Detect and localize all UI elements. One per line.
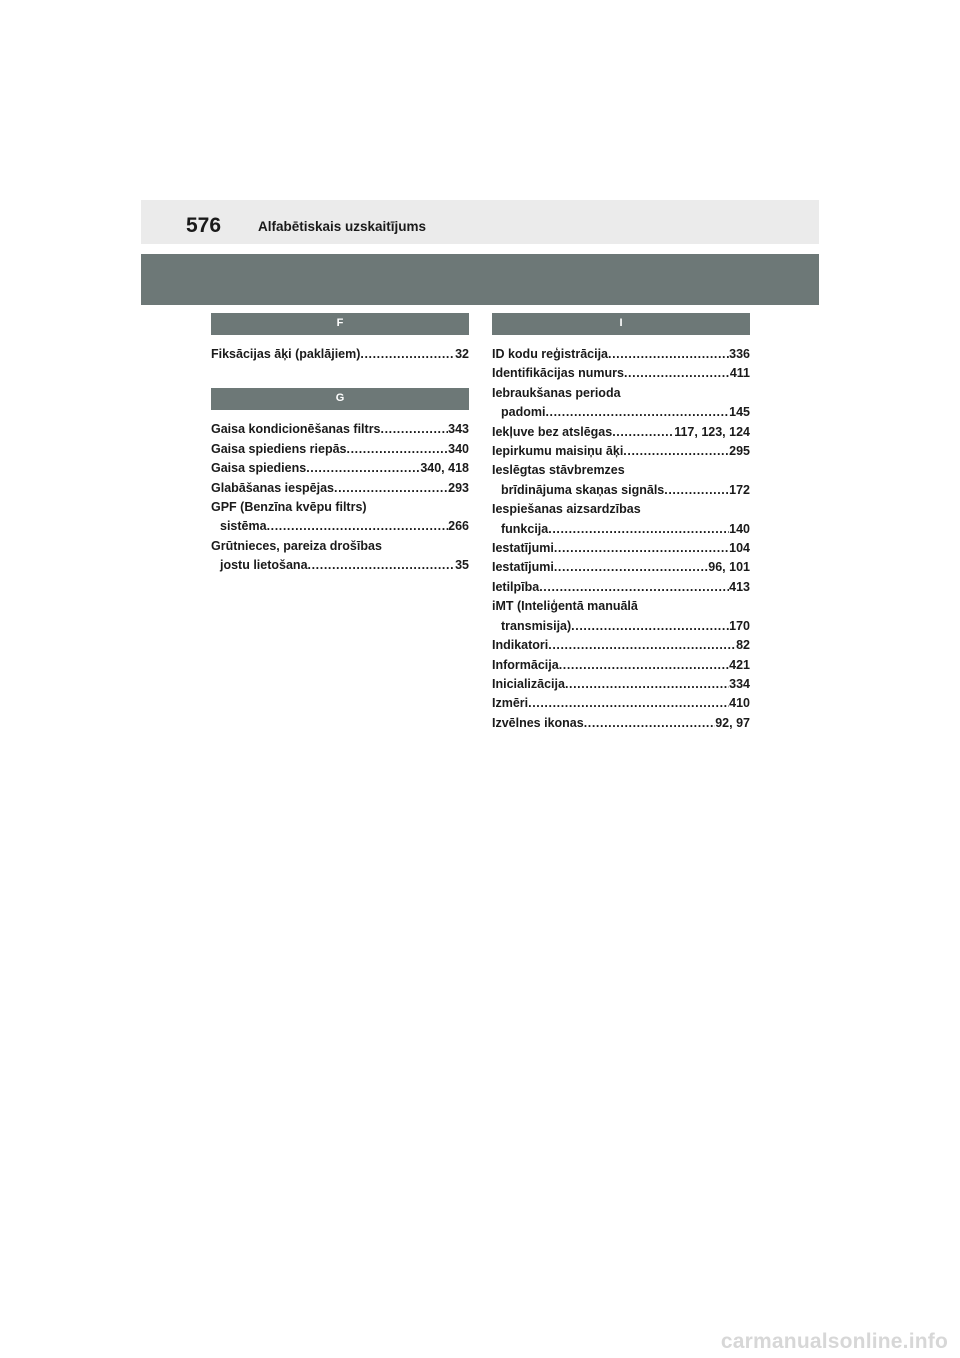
page-reference: 343	[448, 422, 469, 437]
dot-leader	[306, 459, 420, 478]
page-reference: 295	[729, 444, 750, 459]
index-entry	[492, 694, 750, 713]
index-term: Informācija	[492, 657, 559, 672]
dot-leader	[347, 440, 449, 459]
section-entries-g	[211, 410, 469, 575]
index-term: Inicializācija	[492, 676, 565, 691]
index-term: padomi	[501, 405, 546, 420]
index-term: Iespiešanas aizsardzības	[492, 502, 641, 517]
dot-leader	[623, 442, 729, 461]
dot-leader	[608, 345, 729, 364]
page-reference: 35	[455, 558, 469, 573]
index-entry	[492, 597, 750, 616]
index-term: Identifikācijas numurs	[492, 366, 624, 381]
index-entry	[492, 656, 750, 675]
index-entry	[492, 461, 750, 480]
index-entry	[211, 479, 469, 498]
index-term: ID kodu reģistrācija	[492, 347, 609, 361]
index-entry	[492, 520, 750, 539]
index-entry	[492, 714, 750, 733]
page-reference: 411	[729, 366, 750, 381]
index-term: Ieslēgtas stāvbremzes	[492, 463, 625, 478]
section-header-i: I	[492, 313, 750, 335]
section-header-g: G	[211, 388, 469, 410]
index-entry	[211, 556, 469, 575]
index-term: Glabāšanas iespējas	[211, 480, 334, 495]
section-header-f: F	[211, 313, 469, 335]
page-reference: 410	[729, 696, 750, 711]
index-term: Indikatori	[492, 638, 549, 653]
index-entry	[492, 636, 750, 655]
index-entry	[492, 423, 750, 442]
index-entry	[492, 558, 750, 577]
index-term: Gaisa kondicionēšanas filtrs	[211, 422, 381, 437]
dot-leader	[381, 420, 449, 439]
page-reference: 145	[729, 405, 750, 420]
index-entry	[211, 420, 469, 439]
page-reference: 140	[729, 521, 750, 536]
index-term: GPF (Benzīna kvēpu filtrs)	[211, 500, 367, 515]
page-reference: 92, 97	[715, 715, 750, 730]
page-reference: 334	[729, 676, 750, 691]
page-reference: 421	[729, 657, 750, 672]
watermark: carmanualsonline.info	[720, 1330, 948, 1353]
index-entry	[492, 345, 750, 364]
dot-leader	[554, 539, 729, 558]
index-term: sistēma	[220, 519, 267, 534]
index-term: Iebraukšanas perioda	[492, 385, 621, 400]
dot-leader	[334, 479, 448, 498]
header-band	[141, 254, 819, 305]
page-reference: 266	[448, 519, 469, 534]
index-entry	[211, 517, 469, 536]
dot-leader	[624, 364, 730, 383]
index-term: Iestatījumi	[492, 541, 554, 556]
index-term: Izvēlnes ikonas	[492, 715, 584, 730]
index-entry	[492, 442, 750, 461]
index-entry	[492, 403, 750, 422]
dot-leader	[565, 675, 729, 694]
dot-leader	[584, 714, 716, 733]
index-term: Ietilpība	[492, 579, 540, 594]
index-term: brīdinājuma skaņas signāls	[501, 482, 665, 497]
index-entry	[492, 500, 750, 519]
page-reference: 340	[448, 441, 469, 456]
page-reference: 117, 123, 124	[674, 424, 750, 439]
dot-leader	[612, 423, 674, 442]
section-entries-f	[211, 335, 469, 364]
page-reference: 104	[729, 541, 750, 556]
index-entry	[211, 440, 469, 459]
index-term: jostu lietošana	[220, 558, 308, 573]
index-entry	[492, 617, 750, 636]
page-reference: 32	[455, 347, 469, 361]
dot-leader	[554, 558, 708, 577]
page-reference: 293	[448, 480, 469, 495]
index-term: funkcija	[501, 521, 549, 536]
dot-leader	[528, 694, 729, 713]
index-entry	[492, 675, 750, 694]
dot-leader	[548, 520, 729, 539]
dot-leader	[548, 636, 736, 655]
index-term: Fiksācijas āķi (paklājiem)	[211, 347, 361, 361]
index-term: Gaisa spiediens riepās	[211, 441, 347, 456]
page-reference: 340, 418	[420, 461, 469, 476]
page-reference: 170	[729, 618, 750, 633]
index-entry	[211, 498, 469, 517]
index-column-left	[211, 313, 469, 576]
dot-leader	[267, 517, 449, 536]
index-term: iMT (Inteliģentā manuālā	[492, 599, 638, 614]
page-reference: 413	[729, 579, 750, 594]
index-entry	[492, 578, 750, 597]
dot-leader	[308, 556, 456, 575]
index-entry	[492, 364, 750, 383]
section-entries-i	[492, 335, 750, 733]
page-reference: 96, 101	[708, 560, 750, 575]
index-entry	[211, 537, 469, 556]
page-reference: 82	[736, 638, 750, 653]
index-term: Izmēri	[492, 696, 529, 711]
index-term: Gaisa spiediens	[211, 461, 307, 476]
index-entry	[211, 345, 469, 364]
page-title: Alfabētiskais uzskaitījums	[258, 219, 427, 234]
index-term: Iepirkumu maisiņu āķi	[492, 444, 624, 459]
index-term: Iekļuve bez atslēgas	[492, 424, 613, 439]
index-entry	[492, 539, 750, 558]
page-reference: 336	[729, 347, 750, 361]
index-entry	[211, 459, 469, 478]
page-reference: 172	[729, 482, 750, 497]
index-term: Iestatījumi	[492, 560, 554, 575]
index-entry	[492, 481, 750, 500]
dot-leader	[559, 656, 729, 675]
dot-leader	[545, 403, 729, 422]
dot-leader	[360, 345, 455, 364]
page-number: 576	[186, 214, 222, 237]
index-entry	[492, 384, 750, 403]
dot-leader	[571, 617, 729, 636]
dot-leader	[664, 481, 729, 500]
header-bar	[141, 200, 819, 244]
index-term: transmisija)	[501, 618, 572, 633]
index-term: Grūtnieces, pareiza drošības	[211, 538, 382, 553]
index-column-right	[492, 313, 750, 733]
dot-leader	[539, 578, 729, 597]
